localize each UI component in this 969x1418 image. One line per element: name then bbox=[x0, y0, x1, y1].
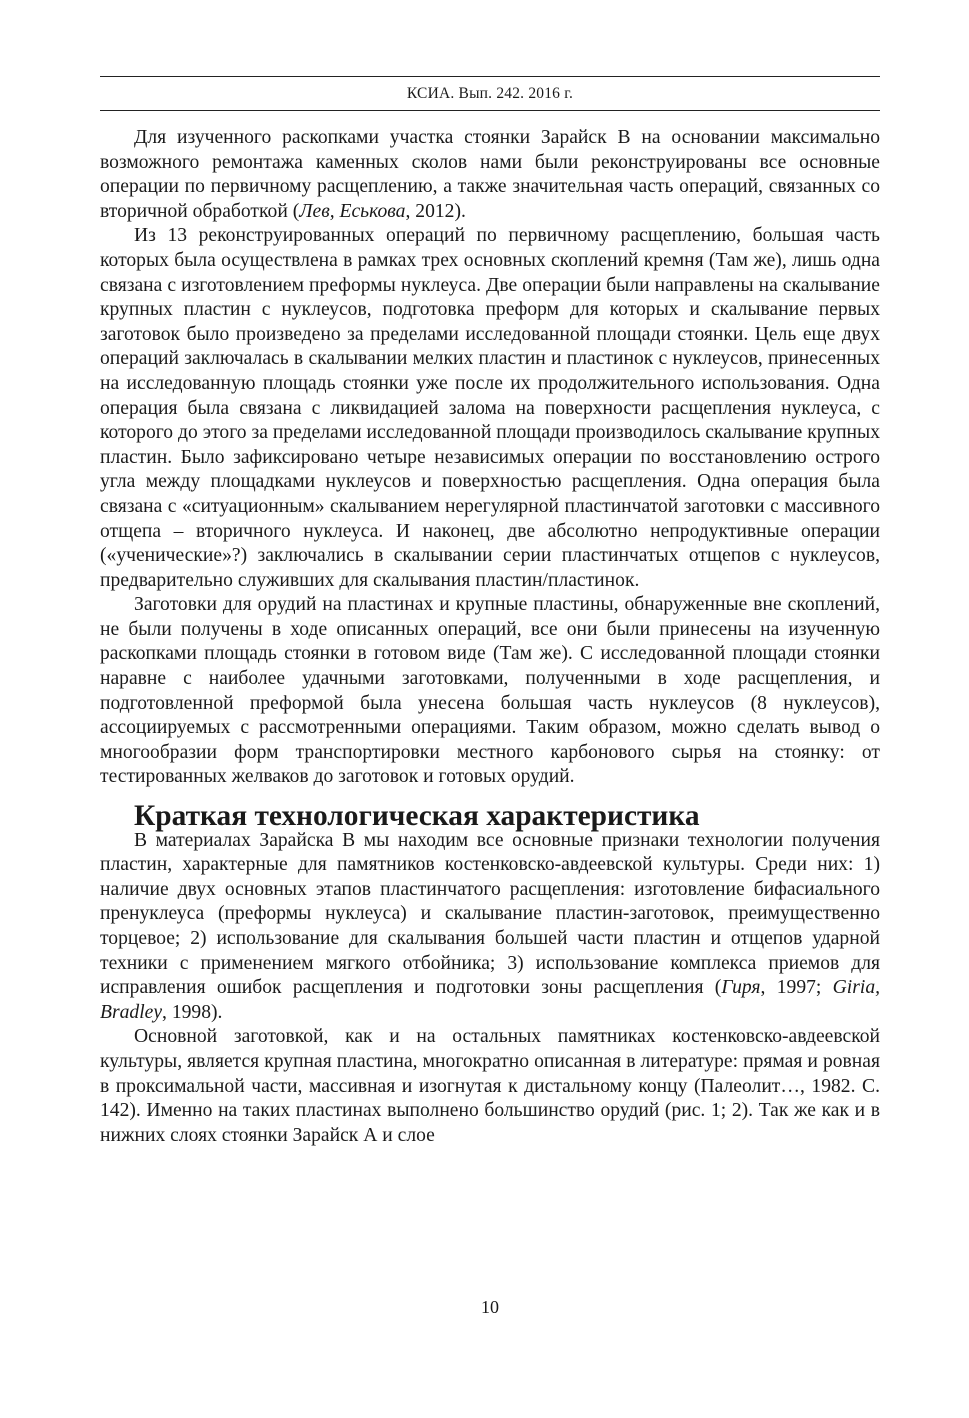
citation-author: Giria, Bradley bbox=[100, 977, 881, 1023]
text-run: Основной заготовкой, как и на остальных памятниках костенковско-авдеевской культуры, является крупная пластина, многократно описанная в литературе: прямая и ровная в проксимальной части, массивная и изогнутая к дистальному концу (Палеолит…, 1982. С. 142). Именно на таких пластинах выполнено большинство орудий (рис. 1; 2). Так же как и в нижних слоях стоянки Зарайск А и слое bbox=[100, 1026, 880, 1146]
paragraph-2 bbox=[100, 224, 880, 593]
text-run: В материалах Зарайска В мы находим все основные признаки технологии получения пластин, характерные для памятников костенковско-авдеевской культуры. Среди них: 1) наличие двух основных этапов пластинчатого расщепления: изготовление бифасиального пренуклеуса (преформы нуклеуса) и скалывание пластин-заготовок, преимущественно торцевое; 2) использование для скалывания большей части пластин и отщепов ударной техники с применением мягкого отбойника; 3) использование комплекса приемов для исправления ошибок расщепления и подготовки зоны расщепления ( bbox=[100, 829, 880, 999]
text-run: , 1997; bbox=[760, 977, 833, 999]
document-page bbox=[100, 0, 880, 1418]
body-text bbox=[100, 126, 880, 1148]
text-run: , 2012). bbox=[405, 200, 466, 222]
text-run: Из 13 реконструированных операций по первичному расщеплению, большая часть которых была осуществлена в рамках трех основных скоплений кремня (Там же), лишь одна связана с изготовлением преформы нуклеуса. Две операции были направлены на скалывание крупных пластин с нуклеусов, подготовка преформ для которых и скалывание первых заготовок было произведено за пределами исследованной площади стоянки. Цель еще двух операций заключалась в скалывании мелких пластин и пластинок с нуклеусов, принесенных на исследованную площадь стоянки уже после их продолжительного использования. Одна операция была связана с ликвидацией залома на поверхности расщепления нуклеуса, с которого до этого за пределами исследованной площади производилось скалывание крупных пластин. Было зафиксировано четыре независимых операции по восстановлению острого угла между площадками нуклеусов и поверхностью расщепления. Одна операция была связана с «ситуационным» скалыванием нерегулярной пластинчатой заготовки с массивного отщепа – вторичного нуклеуса. И наконец, две абсолютно непродуктивные операции («ученические»?) заключались в скалывании серии пластинчатых отщепов с нуклеусов, предварительно служивших для скалывания пластин/пластинок. bbox=[100, 225, 880, 591]
paragraph-1 bbox=[100, 126, 880, 224]
citation-author: Гиря bbox=[721, 977, 761, 999]
paragraph-4 bbox=[100, 829, 880, 1026]
paragraph-3 bbox=[100, 593, 880, 790]
page-number: 10 bbox=[481, 1297, 499, 1317]
text-run: Для изученного раскопками участка стоянки Зарайск В на основании максимально возможного ремонтажа каменных сколов нами были реконструированы все основные операции по первичному расщеплению, а также значительная часть операций, связанных со вторичной обработкой ( bbox=[100, 127, 880, 222]
running-title: КСИА. Вып. 242. 2016 г. bbox=[406, 85, 574, 102]
running-header bbox=[100, 76, 880, 111]
text-run: , 1998). bbox=[162, 1001, 223, 1023]
text-run: Заготовки для орудий на пластинах и крупные пластины, обнаруженные вне скоплений, не были получены в ходе описанных операций, все они были принесены на изученную раскопками площадь стоянки в готовом виде (Там же). С исследованной площади стоянки наравне с наиболее удачными заготовками, полученными в ходе расщепления, и подготовленной преформой была унесена большая часть нуклеусов (8 нуклеусов), ассоциируемых с рассмотренными операциями. Таким образом, можно сделать вывод о многообразии форм транспортировки местного карбонового сырья на стоянку: от тестированных желваков до заготовок и готовых орудий. bbox=[100, 594, 880, 788]
paragraph-5 bbox=[100, 1025, 880, 1148]
citation-author: Лев, Еськова bbox=[299, 200, 406, 222]
section-heading: Краткая технологическая характеристика bbox=[134, 800, 700, 833]
